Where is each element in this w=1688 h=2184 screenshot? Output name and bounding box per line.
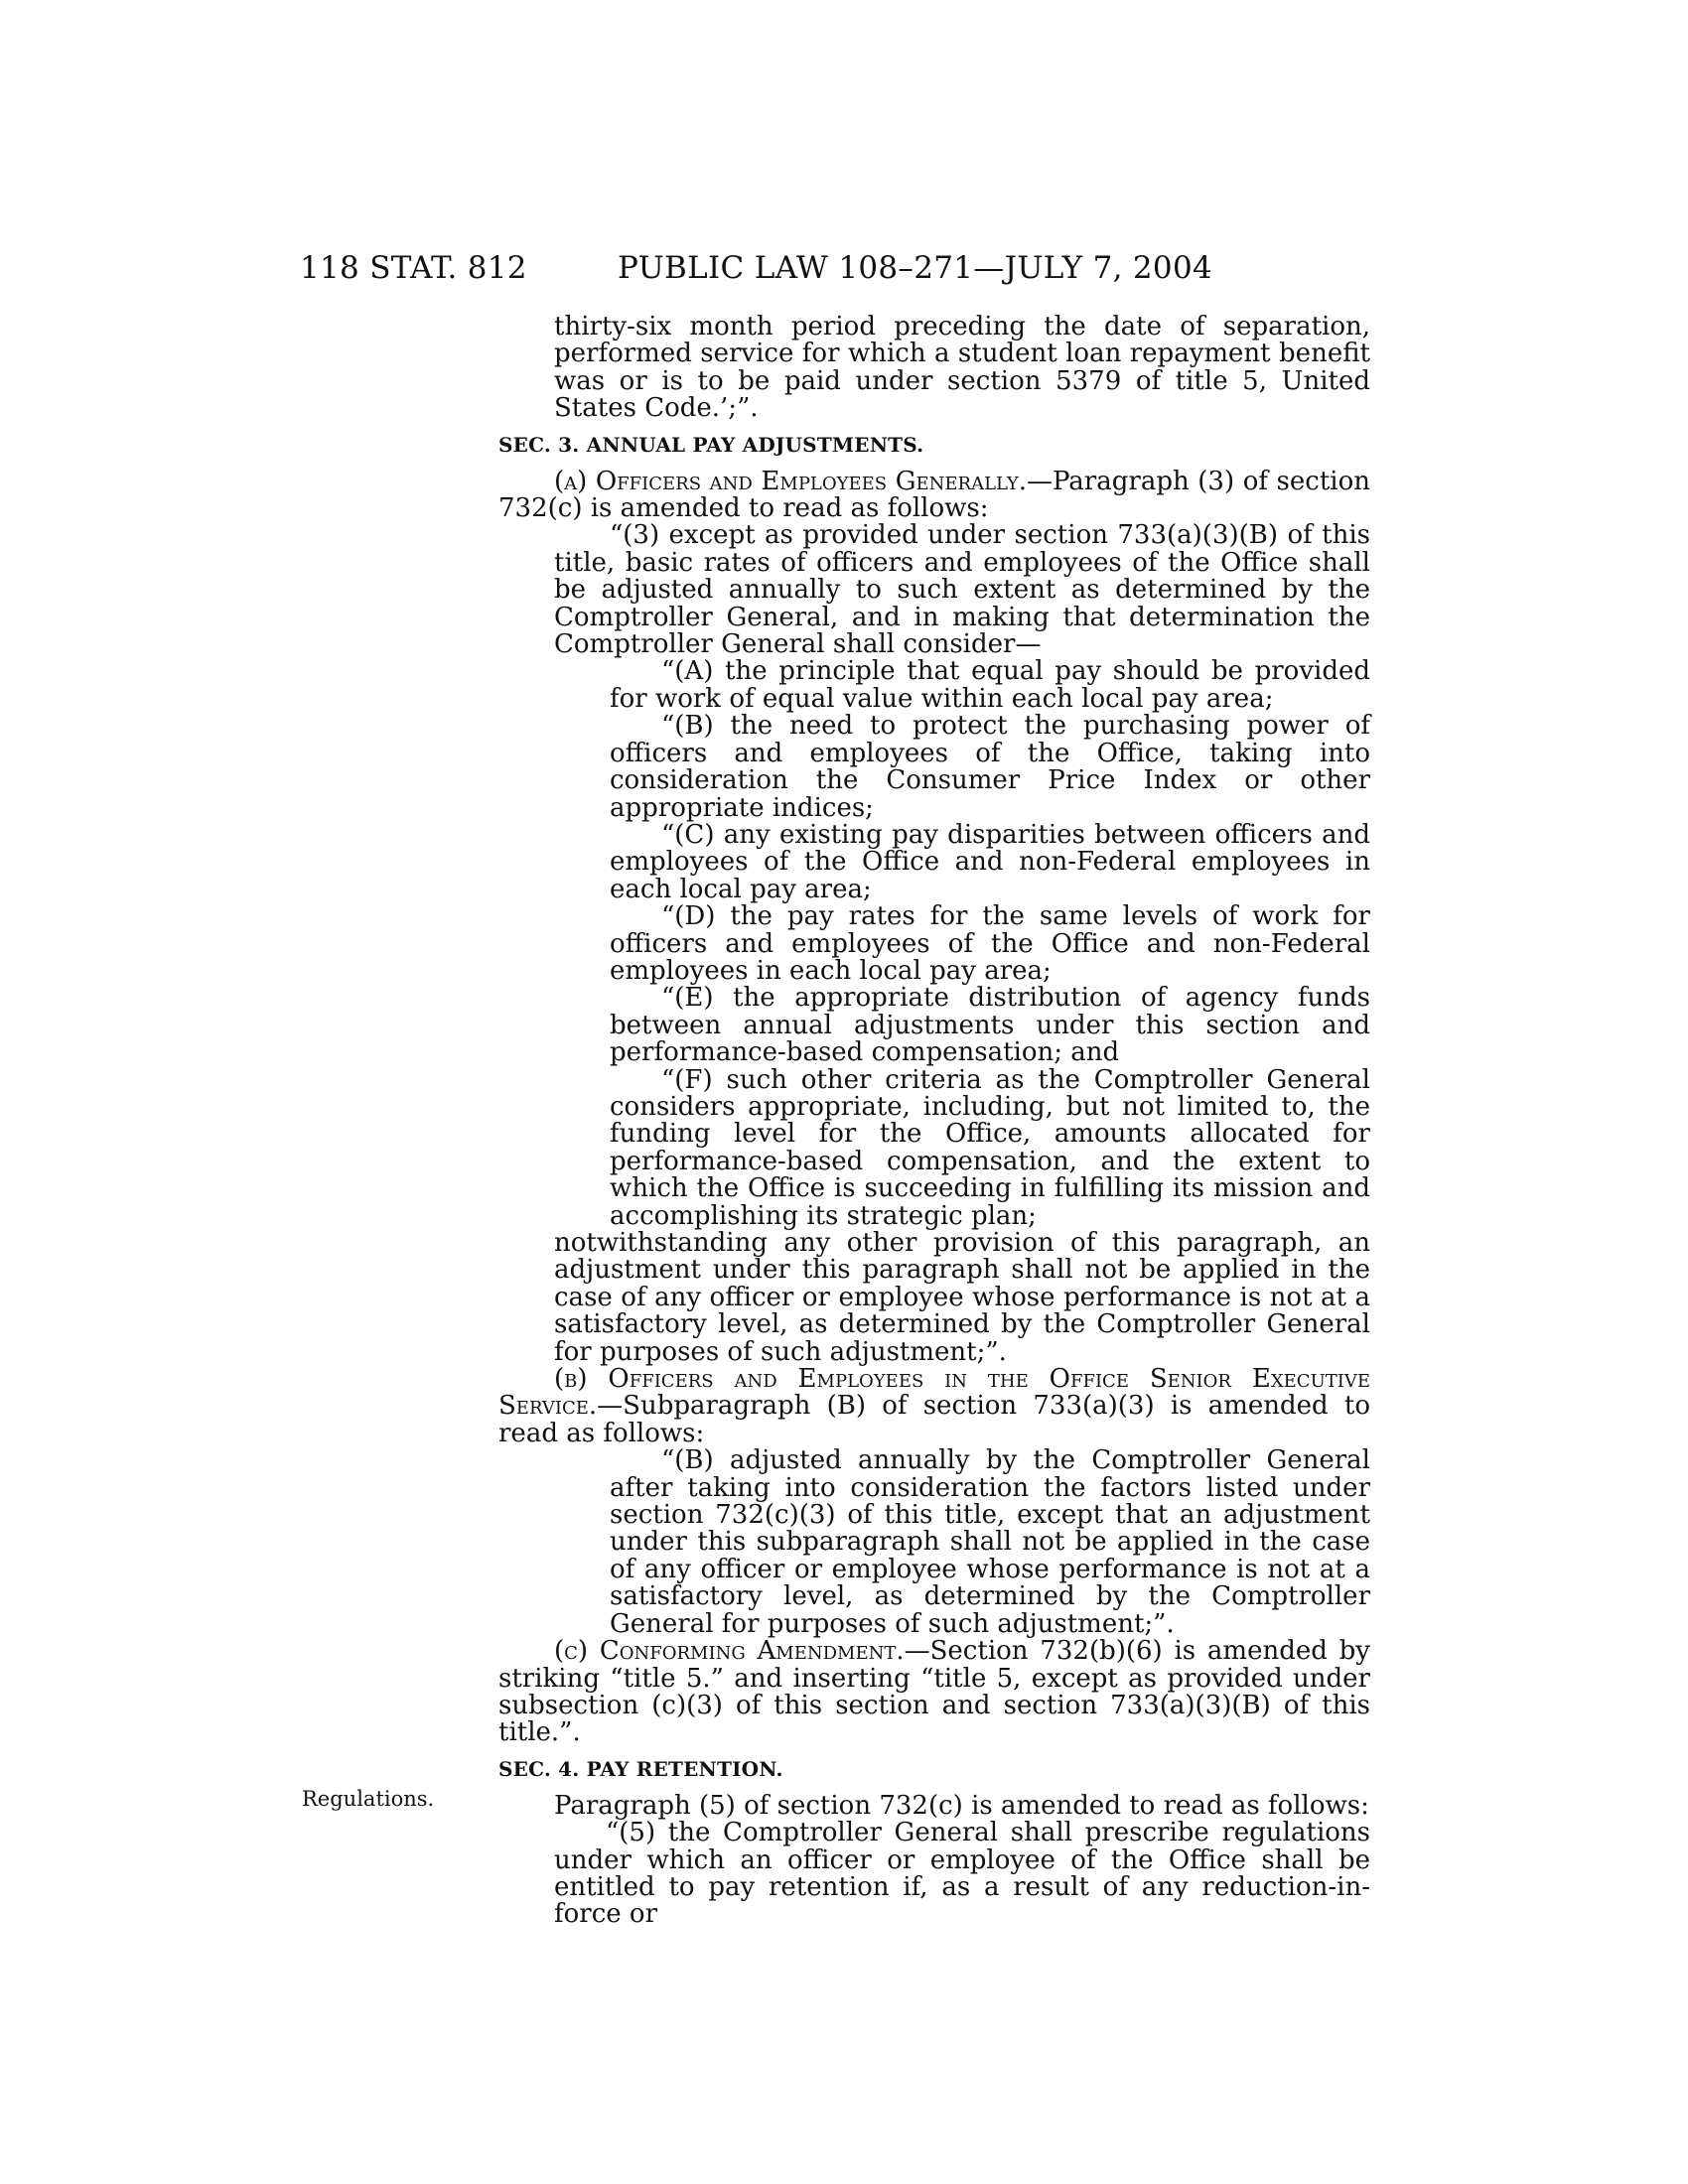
continuation-paragraph: thirty-six month period preceding the date of separation, performed service for which a student loan repayment benefit was or is to be paid under section 5379 of title 5, United States Code.’;”. [554,312,1370,424]
clause-3a-F: “(F) such other criteria as the Comptroller General considers appropriate, including, but not limited to, the funding level for the Office, amounts allocated for performance-based compensation, and the extent to which the Office is succeeding in fulfilling its mission and accomplishing its strategic plan; [610,1064,1370,1231]
subsection-3c-label: (c) Conforming Amendment. [554,1636,905,1667]
clause-3a-B: “(B) the need to protect the purchasing power of officers and employees of the Office, taking into consideration the Consumer Price Index or other appropriate indices; [610,711,1370,823]
section-4-heading: SEC. 4. PAY RETENTION. [498,1756,783,1781]
clause-3a-A: “(A) the principle that equal pay should be provided for work of equal value within each local pay area; [610,656,1370,714]
paragraph-4-5: “(5) the Comptroller General shall prescribe regulations under which an officer or employee of the Office shall be entitled to pay retention if, as a result of any reduction-in-force or [554,1818,1370,1930]
document-body [498,314,1370,1929]
paragraph-3a-3: “(3) except as provided under section 733(a)(3)(B) of this title, basic rates of officers and employees of the Office shall be adjusted annually to such extent as determined by the Comptroller General, and in making that determination the Comptroller General shall consider— [554,520,1370,660]
margin-note-regulations: Regulations. [302,1787,435,1811]
clause-3a-D: “(D) the pay rates for the same levels of work for officers and employees of the Office and non-Federal employees in each local pay area; [610,901,1370,986]
clause-3a-C: “(C) any existing pay disparities between officers and employees of the Office and non-Federal employees in each local pay area; [610,819,1370,904]
section-3-heading: SEC. 3. ANNUAL PAY ADJUSTMENTS. [498,432,924,457]
subsection-3b [498,1366,1370,1447]
paragraph-3a-tail: notwithstanding any other provision of this paragraph, an adjustment under this paragraph shall not be applied in the case of any officer or employee whose performance is not at a satisfactory level, as determined by the Comptroller General for purposes of such adjustment;”. [554,1228,1370,1367]
subsection-3c [498,1638,1370,1747]
subsection-3b-label: (b) Officers and Employees in the Office Senior Executive Service. [498,1364,1370,1422]
subsection-3b-text: —Subparagraph (B) of section 733(a)(3) is amended to read as follows: [498,1391,1370,1448]
subsection-3a-text: —Paragraph (3) of section 732(c) is amended to read as follows: [498,466,1371,524]
subsection-3a-label: (a) Officers and Employees Generally. [554,466,1027,496]
law-title: PUBLIC LAW 108–271—JULY 7, 2004 [618,250,1212,286]
stat-citation: 118 STAT. 812 [300,250,527,286]
clause-3a-E: “(E) the appropriate distribution of agency funds between annual adjustments under this section and performance-based compensation; and [610,983,1370,1068]
subsection-3a [498,466,1371,524]
subparagraph-3b-B: “(B) adjusted annually by the Comptroller General after taking into consideration the factors listed under section 732(c)(3) of this title, except that an adjustment under this subparagraph shall not be applied in the case of any officer or employee whose performance is not at a satisfactory level, as determined by the Comptroller General for purposes of such adjustment;”. [610,1445,1370,1639]
section-4-intro: Paragraph (5) of section 732(c) is amended to read as follows: [554,1790,1369,1821]
subsection-3c-text: —Section 732(b)(6) is amended by striking “title 5.” and inserting “title 5, except as provided under subsection (c)(3) of this section and section 733(a)(3)(B) of this title.”. [498,1636,1370,1748]
